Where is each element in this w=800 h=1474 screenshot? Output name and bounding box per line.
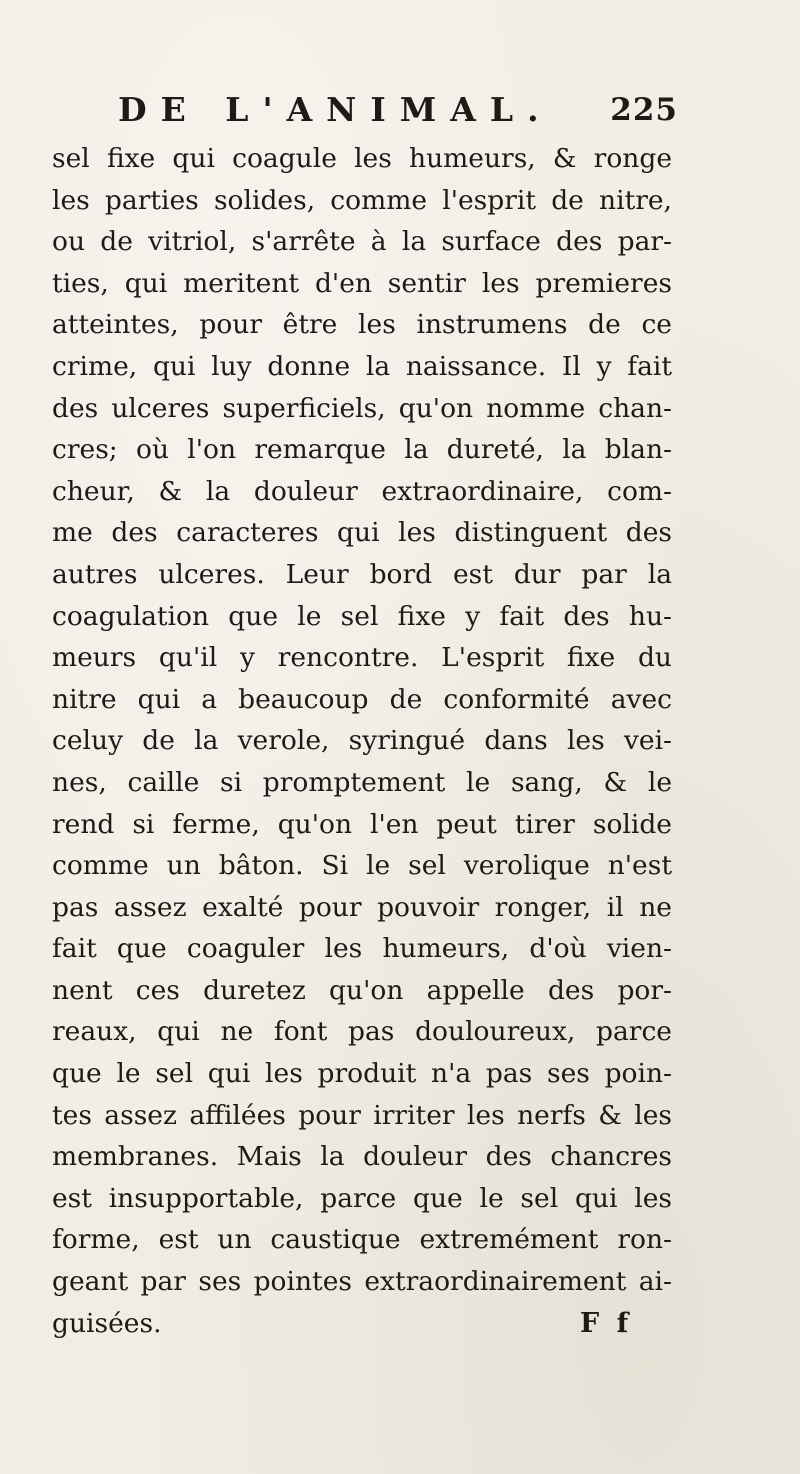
text-line: nitre qui a beaucoup de conformité avec xyxy=(52,683,672,715)
text-line: ou de vitriol, s'arrête à la surface des par- xyxy=(52,226,672,258)
text-line: fait que coaguler les humeurs, d'où vien- xyxy=(52,933,672,965)
text-line: membranes. Mais la douleur des chancres xyxy=(52,1141,672,1173)
text-line: pas assez exalté pour pouvoir ronger, il ne xyxy=(52,891,672,923)
text-line-final: guisées. xyxy=(52,1307,162,1339)
text-line: des ulceres superficiels, qu'on nomme chan- xyxy=(52,392,672,424)
text-line: sel fixe qui coagule les humeurs, & ronge xyxy=(52,143,672,174)
catchword: F f xyxy=(580,1307,633,1339)
text-line: crime, qui luy donne la naissance. Il y fait xyxy=(52,350,672,382)
text-line: nent ces duretez qu'on appelle des por- xyxy=(52,974,672,1006)
text-line: est insupportable, parce que le sel qui les xyxy=(52,1182,672,1214)
text-line: atteintes, pour être les instrumens de ce xyxy=(52,309,672,341)
text-line: les parties solides, comme l'esprit de nitre, xyxy=(52,184,672,216)
text-line: geant par ses pointes extraordinairement ai- xyxy=(52,1266,672,1298)
text-line: nes, caille si promptement le sang, & le xyxy=(52,766,672,798)
text-line: rend si ferme, qu'on l'en peut tirer solide xyxy=(52,808,672,840)
text-line: reaux, qui ne font pas douloureux, parce xyxy=(52,1016,672,1048)
text-line: que le sel qui les produit n'a pas ses poin- xyxy=(52,1058,672,1090)
running-head-title: DE L'ANIMAL. xyxy=(118,90,553,129)
text-line: comme un bâton. Si le sel verolique n'est xyxy=(52,850,672,882)
page-number: 225 xyxy=(610,92,678,128)
text-line: cheur, & la douleur extraordinaire, com- xyxy=(52,475,672,507)
text-line: forme, est un caustique extremément ron- xyxy=(52,1224,672,1256)
body-text xyxy=(52,138,672,1344)
text-line: ties, qui meritent d'en sentir les premieres xyxy=(52,267,672,299)
text-line: cres; où l'on remarque la dureté, la blan- xyxy=(52,434,672,466)
running-head xyxy=(118,90,678,130)
text-line: tes assez affilées pour irriter les nerfs & les xyxy=(52,1099,672,1131)
text-line: meurs qu'il y rencontre. L'esprit fixe du xyxy=(52,642,672,674)
text-line: me des caracteres qui les distinguent des xyxy=(52,517,672,549)
text-line: celuy de la verole, syringué dans les vei- xyxy=(52,725,672,757)
final-line-row xyxy=(52,1303,672,1345)
text-line: autres ulceres. Leur bord est dur par la xyxy=(52,558,672,590)
text-line: coagulation que le sel fixe y fait des hu- xyxy=(52,600,672,632)
